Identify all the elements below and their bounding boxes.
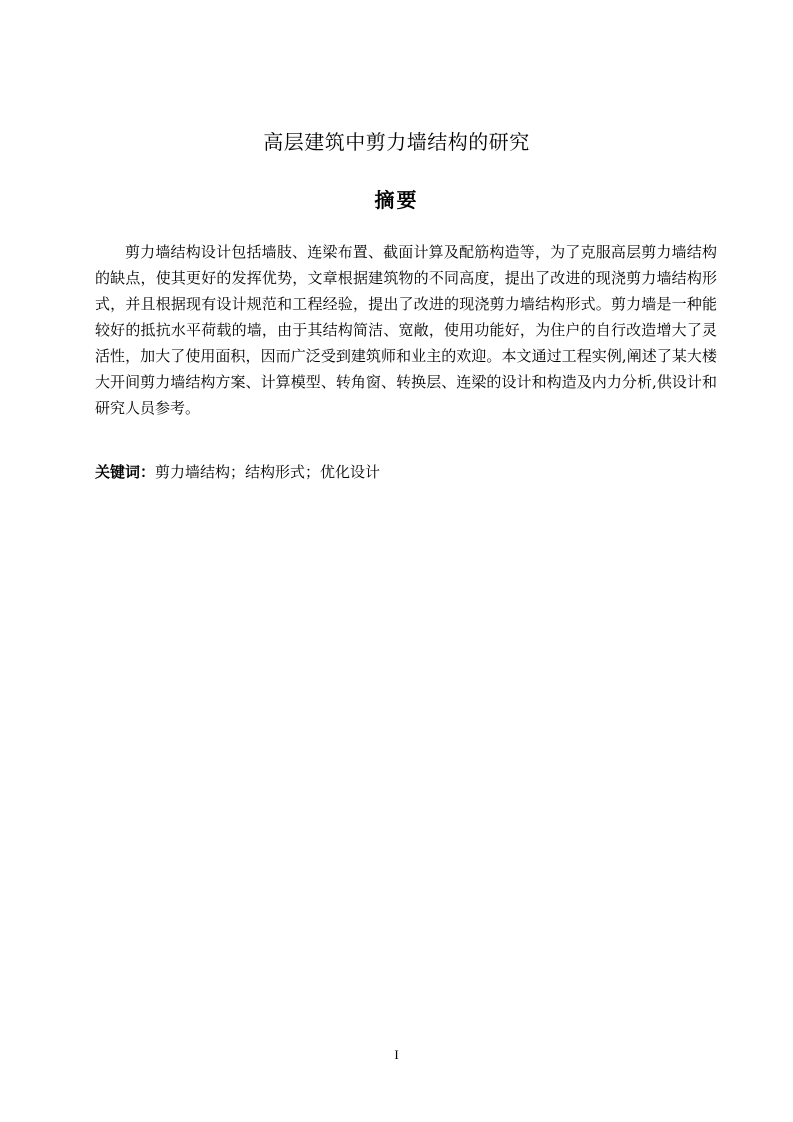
keywords-text: 剪力墙结构；结构形式；优化设计 [155, 463, 381, 481]
abstract-body: 剪力墙结构设计包括墙肢、连梁布置、截面计算及配筋构造等，为了克服高层剪力墙结构的缺点，使其更好的发挥优势，文章根据建筑物的不同高度，提出了改进的现浇剪力墙结构形式，并且根据现有设计规范和工程经验，提出了改进的现浇剪力墙结构形式。剪力墙是一种能较好的抵抗水平荷载的墙，由于其结构简洁、宽敞，使用功能好，为住户的自行改造增大了灵活性，加大了使用面积，因而广泛受到建筑师和业主的欢迎。本文通过工程实例,阐述了某大楼大开间剪力墙结构方案、计算模型、转角窗、转换层、连梁的设计和构造及内力分析,供设计和研究人员参考。 [95, 243, 717, 417]
keywords-line [95, 460, 717, 484]
abstract-heading: 摘要 [374, 188, 419, 212]
keywords-label: 关键词： [95, 463, 156, 481]
document-title: 高层建筑中剪力墙结构的研究 [263, 130, 530, 154]
page-number: I [394, 1047, 399, 1062]
